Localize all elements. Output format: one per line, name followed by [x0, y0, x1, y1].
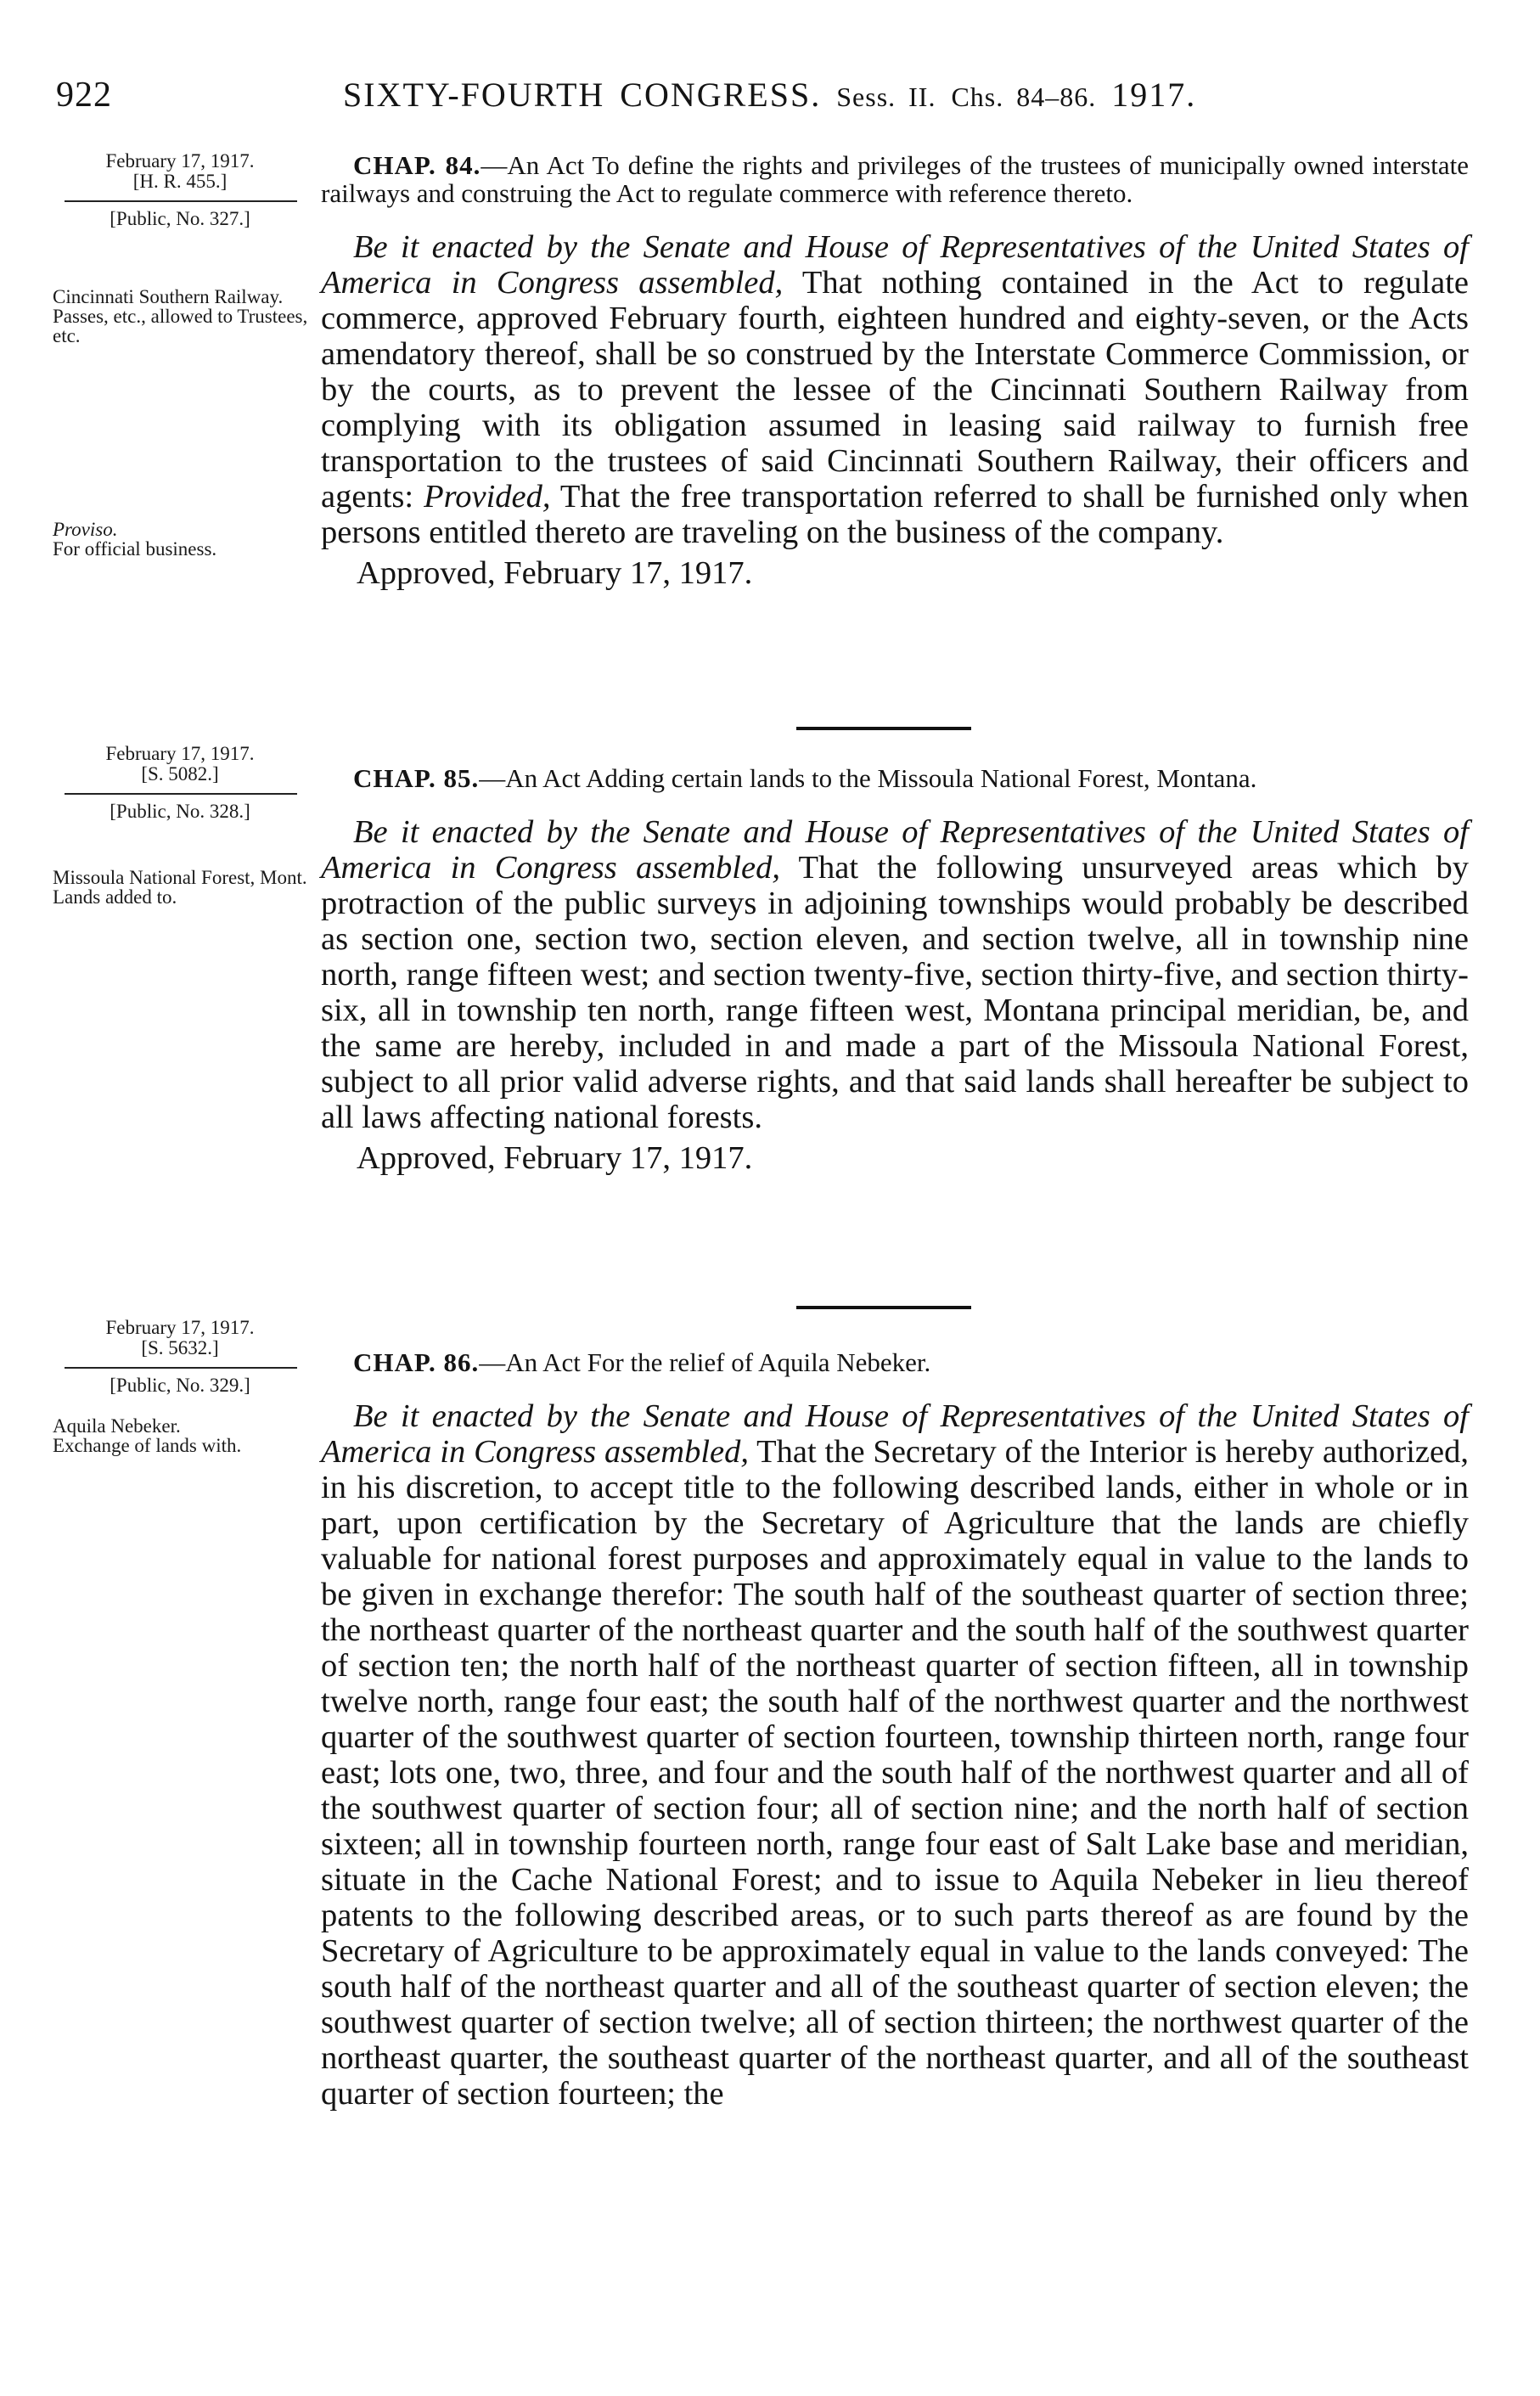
chapter-84: [321, 151, 1469, 591]
session-label: Sess. II.: [836, 82, 936, 112]
margin-proviso-note: For official business.: [53, 538, 217, 560]
running-head: [56, 75, 1465, 126]
chapter-86: [321, 1348, 1469, 2112]
chapter-title: —An Act To define the rights and privileges of the trustees of municipally owned interstate railways and construing the Act to regulate commerce with reference thereto.: [321, 150, 1469, 208]
chapter-label: CHAP. 85.: [353, 763, 480, 793]
margin-divider: [65, 200, 297, 202]
margin-divider: [65, 793, 297, 795]
chapter-body: [321, 1398, 1469, 2112]
margin-public-law-number: [Public, No. 329.]: [110, 1375, 250, 1396]
approval-line: Approved, February 17, 1917.: [357, 1140, 753, 1176]
margin-public-law-number: [Public, No. 328.]: [110, 801, 250, 822]
margin-topic-chap-85: [53, 868, 307, 907]
enacting-clause: Be it enacted by the Senate and House of Representatives of the United States of America in Congress assembled,: [321, 814, 1469, 886]
body-text: That nothing contained in the Act to regulate commerce, approved February fourth, eighteen hundred and eighty-seven, or the Acts amendatory thereof, shall be so construed by the Interstate Commerce Commission, or by the courts, as to prevent the lessee of the Cincinnati Southern Railway from complying with its obligation assumed in leasing said railway to furnish free transportation to the trustees of said Cincinnati Southern Railway, their officers and agents:: [321, 265, 1469, 515]
margin-bill-number: [S. 5082.]: [141, 763, 219, 785]
section-divider: [796, 727, 971, 730]
margin-date: February 17, 1917.: [105, 150, 255, 172]
margin-topic: Missoula National Forest, Mont.: [53, 867, 307, 888]
chapter-heading: [321, 1348, 1469, 1376]
margin-divider: [65, 1367, 297, 1369]
margin-public-law-number: [Public, No. 327.]: [110, 208, 250, 229]
running-head-title: [343, 75, 1196, 115]
margin-bill-number: [H. R. 455.]: [132, 171, 228, 192]
margin-subtopic: Passes, etc., allowed to Trustees, etc.: [53, 306, 308, 346]
enacting-clause: Be it enacted by the Senate and House of Representatives of the United States of America in Congress assembled,: [321, 229, 1469, 301]
margin-date: February 17, 1917.: [105, 743, 255, 764]
congress-title: SIXTY-FOURTH CONGRESS.: [343, 76, 822, 114]
body-text: That the Secretary of the Interior is hereby authorized, in his discretion, to accept title to the following described lands, either in whole or in part, upon certification by the Secretary of Agriculture that the lands are chiefly valuable for national forest purposes and approximately equal in value to the lands to be given in exchange therefor: The south half of the southeast quarter of section three; the northeast quarter of the northeast quarter and the south half of the southwest quarter of section ten; the north half of the northeast quarter of section fifteen, all in township twelve north, range four east; the south half of the northwest quarter and the northwest quarter of the southwest quarter of section fourteen, township thirteen north, range four east; lots one, two, three, and four and the south half of the northwest quarter and all of the southwest quarter of section four; all of section nine; and the north half of section sixteen; all in township fourteen north, range four east of Salt Lake base and meridian, situate in the Cache National Forest; and to issue to Aquila Nebeker in lieu thereof patents to the following described areas, or to such parts thereof as are found by the Secretary of Agriculture to be approximately equal in value to the lands conveyed: The south half of the northeast quarter and all of the southeast quarter of section eleven; the southwest quarter of section twelve; all of section thirteen; the northwest quarter of the northeast quarter, the southeast quarter of the northeast quarter, and all of the southeast quarter of section fourteen; the: [321, 1434, 1469, 2112]
chapter-85: [321, 764, 1469, 1176]
body-text-after-proviso: That the free transportation referred to shall be furnished only when persons entitled thereto are traveling on the business of the company.: [321, 479, 1469, 550]
margin-topic: Cincinnati Southern Railway.: [53, 286, 284, 307]
margin-topic-chap-84: [53, 287, 316, 346]
year-label: 1917.: [1111, 76, 1197, 114]
body-text: That the following unsurveyed areas which by protraction of the public surveys in adjoining townships would probably be described as section one, section two, section eleven, and section twelve, all in township nine north, range fifteen west; and section twenty-five, section thirty-five, and section thirty-six, all in township ten north, range fifteen west, Montana principal meridian, be, and the same are hereby, included in and made a part of the Missoula National Forest, subject to all prior valid adverse rights, and that said lands shall hereafter be subject to all laws affecting national forests.: [321, 850, 1470, 1135]
margin-proviso-chap-84: [53, 520, 307, 559]
chapter-heading: [321, 764, 1469, 792]
margin-proviso-label: Proviso.: [53, 519, 118, 540]
margin-note-chap-86: [53, 1318, 307, 1396]
chapters-label: Chs. 84–86.: [951, 82, 1097, 112]
section-divider: [796, 1306, 971, 1309]
margin-note-chap-85: [53, 744, 307, 822]
provided-word: Provided,: [424, 479, 551, 515]
chapter-heading: [321, 151, 1469, 207]
margin-topic: Aquila Nebeker.: [53, 1415, 181, 1437]
page-number: 922: [56, 76, 112, 115]
margin-bill-number: [S. 5632.]: [141, 1337, 219, 1358]
chapter-title: —An Act For the relief of Aquila Nebeker.: [479, 1347, 931, 1377]
margin-note-chap-84: [53, 151, 307, 229]
enacting-clause: Be it enacted by the Senate and House of Representatives of the United States of America in Congress assembled,: [321, 1398, 1469, 1470]
approval-line: Approved, February 17, 1917.: [357, 555, 753, 591]
margin-subtopic: Lands added to.: [53, 886, 177, 908]
chapter-body: [321, 229, 1469, 550]
chapter-label: CHAP. 84.: [353, 150, 481, 180]
margin-subtopic: Exchange of lands with.: [53, 1435, 242, 1456]
margin-topic-chap-86: [53, 1416, 307, 1455]
chapter-label: CHAP. 86.: [353, 1347, 480, 1377]
chapter-body: [321, 814, 1469, 1135]
chapter-title: —An Act Adding certain lands to the Missoula National Forest, Montana.: [479, 763, 1257, 793]
margin-date: February 17, 1917.: [105, 1317, 255, 1338]
